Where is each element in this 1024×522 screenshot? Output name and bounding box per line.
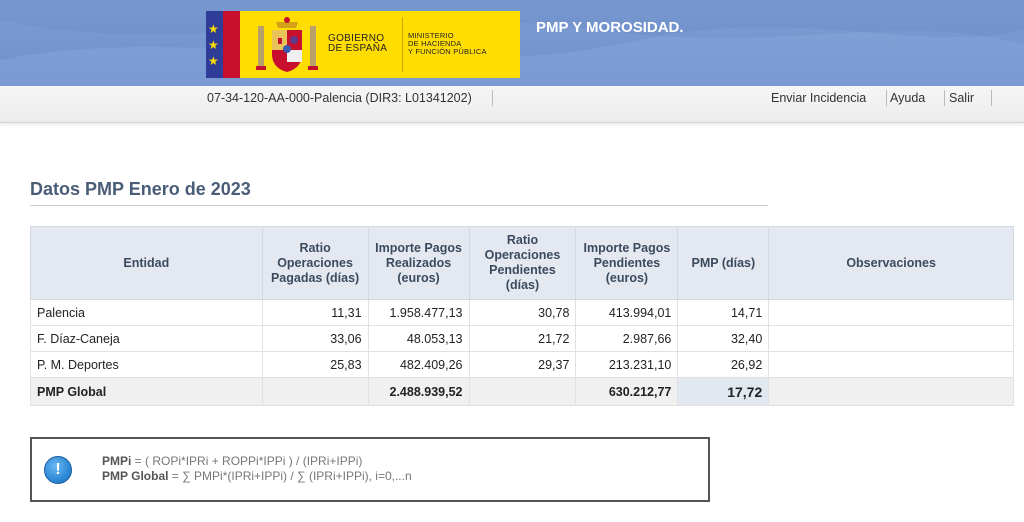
cell-importe-realizados: 482.409,26 (368, 352, 469, 378)
col-header-observaciones: Observaciones (769, 227, 1014, 300)
cell-importe-realizados: 1.958.477,13 (368, 300, 469, 326)
cell-ratio-pagadas: 25,83 (262, 352, 368, 378)
salir-link[interactable]: Salir (949, 91, 975, 105)
eu-star-icon: ★ (208, 22, 219, 36)
entity-identifier: 07-34-120-AA-000-Palencia (DIR3: L01341202) (207, 91, 472, 105)
cell-pmp: 32,40 (678, 326, 769, 352)
ministerio-line1: MINISTERIO (408, 31, 454, 40)
cell-global-ratio-pendientes (469, 378, 576, 406)
col-header-entidad: Entidad (31, 227, 263, 300)
separator (886, 90, 887, 106)
cell-ratio-pendientes: 30,78 (469, 300, 576, 326)
coat-of-arms-icon (256, 16, 318, 74)
cell-global-pmp: 17,72 (678, 378, 769, 406)
col-header-ratio-pagadas: Ratio Operaciones Pagadas (días) (262, 227, 368, 300)
cell-ratio-pendientes: 29,37 (469, 352, 576, 378)
cell-importe-realizados: 48.053,13 (368, 326, 469, 352)
table-row (31, 300, 1014, 326)
gobierno-line2: DE ESPAÑA (328, 43, 388, 54)
cell-entidad: F. Díaz-Caneja (31, 326, 263, 352)
cell-importe-pendientes: 213.231,10 (576, 352, 678, 378)
cell-importe-pendientes: 413.994,01 (576, 300, 678, 326)
table-row (31, 352, 1014, 378)
cell-importe-pendientes: 2.987,66 (576, 326, 678, 352)
cell-observaciones (769, 352, 1014, 378)
ministerio-text (408, 32, 487, 56)
page-title: Datos PMP Enero de 2023 (30, 179, 251, 199)
global-row (31, 378, 1014, 406)
cell-observaciones (769, 300, 1014, 326)
cell-global-importe-pendientes: 630.212,77 (576, 378, 678, 406)
formula-pmp-global (102, 469, 412, 483)
col-header-pmp: PMP (días) (678, 227, 769, 300)
separator (991, 90, 992, 106)
info-bar (0, 86, 1024, 123)
ministerio-line2: DE HACIENDA (408, 39, 462, 48)
top-header (0, 0, 1024, 86)
formula-pmpi-text: = ( ROPi*IPRi + ROPPi*IPPi ) / (IPRi+IPPi) (131, 454, 363, 468)
col-header-importe-pendientes: Importe Pagos Pendientes (euros) (576, 227, 678, 300)
info-circle-icon: ! (44, 456, 72, 484)
ministerio-line3: Y FUNCIÓN PÚBLICA (408, 47, 487, 56)
formula-pmp-global-label: PMP Global (102, 469, 169, 483)
cell-ratio-pendientes: 21,72 (469, 326, 576, 352)
formula-pmp-global-text: = ∑ PMPi*(IPRi+IPPi) / ∑ (IPRi+IPPi), i=0,...n (168, 469, 412, 483)
cell-entidad: Palencia (31, 300, 263, 326)
cell-entidad: P. M. Deportes (31, 352, 263, 378)
separator (944, 90, 945, 106)
cell-global-label: PMP Global (31, 378, 263, 406)
flag-blue-stripe (206, 11, 223, 78)
formula-pmpi (102, 454, 362, 468)
app-title: PMP Y MOROSIDAD. (536, 19, 684, 36)
ayuda-link[interactable]: Ayuda (890, 91, 926, 105)
col-header-ratio-pendientes: Ratio Operaciones Pendientes (días) (469, 227, 576, 300)
pmp-table (30, 226, 1014, 406)
formula-pmpi-label: PMPi (102, 454, 132, 468)
eu-star-icon: ★ (208, 38, 219, 52)
enviar-incidencia-link[interactable]: Enviar Incidencia (771, 91, 867, 105)
cell-global-observaciones (769, 378, 1014, 406)
table-row (31, 326, 1014, 352)
table-header-row (31, 227, 1014, 300)
gobierno-line1: GOBIERNO (328, 33, 385, 44)
gobierno-logo[interactable] (206, 11, 520, 78)
cell-pmp: 14,71 (678, 300, 769, 326)
formula-box (30, 437, 710, 502)
eu-star-icon: ★ (208, 54, 219, 68)
cell-observaciones (769, 326, 1014, 352)
col-header-importe-realizados: Importe Pagos Realizados (euros) (368, 227, 469, 300)
title-underline (30, 205, 768, 206)
cell-pmp: 26,92 (678, 352, 769, 378)
cell-ratio-pagadas: 33,06 (262, 326, 368, 352)
cell-ratio-pagadas: 11,31 (262, 300, 368, 326)
gobierno-text (328, 34, 387, 54)
cell-global-importe-realizados: 2.488.939,52 (368, 378, 469, 406)
separator (492, 90, 493, 106)
flag-red-stripe (223, 11, 240, 78)
cell-global-ratio-pagadas (262, 378, 368, 406)
logo-divider (402, 17, 403, 72)
